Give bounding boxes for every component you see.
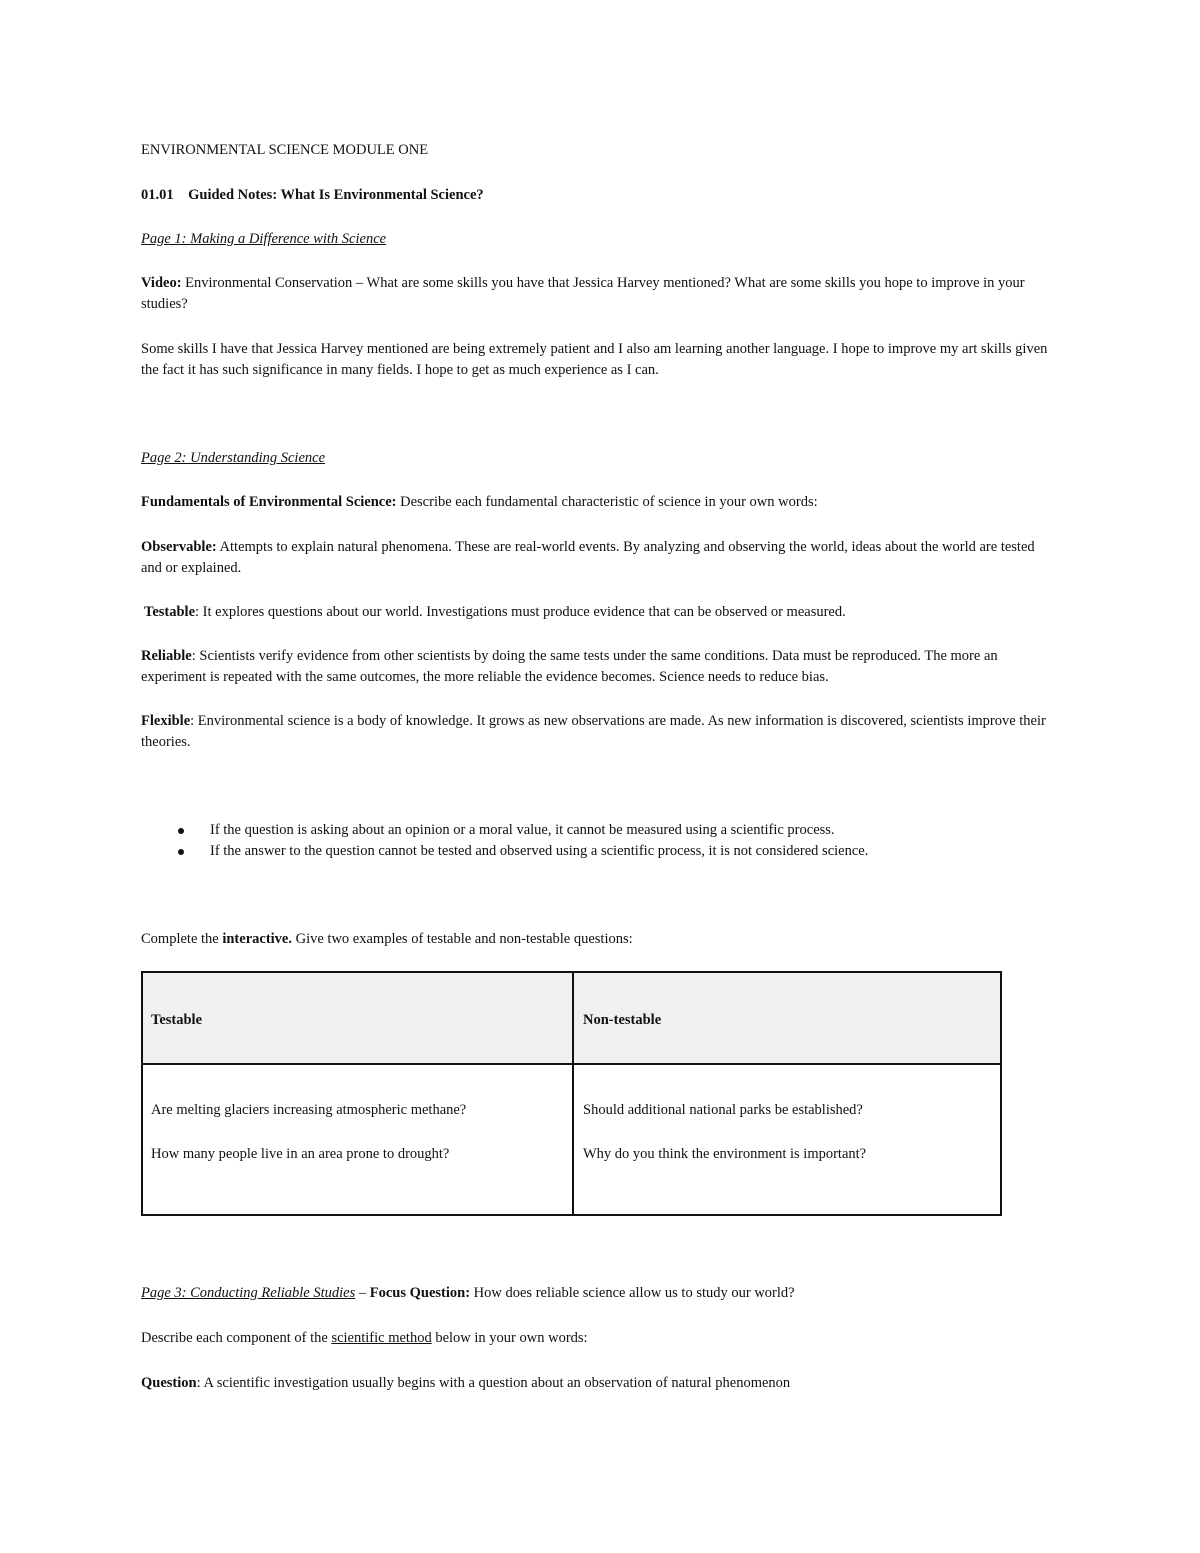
describe-pre: Describe each component of the: [141, 1330, 332, 1346]
page1-answer: Some skills I have that Jessica Harvey mentioned are being extremely patient and I also am learning another language. I hope to improve my art skills given the fact it has such significance in many fields. I hope to get as much experience as I can.: [141, 341, 1048, 378]
list-item: [175, 820, 1045, 841]
flexible-text: : Environmental science is a body of knowledge. It grows as new observations are made. As new information is discovered, scientists improve their theories.: [141, 713, 1046, 750]
interactive-link[interactable]: interactive.: [222, 931, 292, 947]
question-entry: [141, 1373, 1051, 1394]
fundamentals-prompt: [141, 492, 1051, 513]
bullet-icon: [178, 828, 184, 834]
testable-header-text: Testable: [151, 1012, 203, 1028]
table-cell: Are melting glaciers increasing atmospheric methane?: [151, 1102, 467, 1118]
bullet-icon: [178, 849, 184, 855]
fundamentals-label: Fundamentals of Environmental Science:: [141, 494, 397, 510]
focus-label: Focus Question:: [369, 1285, 471, 1301]
focus-text: How does reliable science allow us to study our world?: [470, 1285, 795, 1301]
list-item-text: If the question is asking about an opinion or a moral value, it cannot be measured using a scientific process.: [210, 822, 835, 838]
lesson-title: [141, 185, 1051, 206]
fundamentals-text: Describe each fundamental characteristic of science in your own words:: [396, 494, 818, 510]
observable-text: Attempts to explain natural phenomena. These are real-world events. By analyzing and observing the world, ideas about the world are tested and or explained.: [141, 539, 1035, 576]
non-testable-header-text: Non-testable: [583, 1012, 662, 1028]
reliable-entry: [141, 646, 1051, 688]
interactive-pre: Complete the: [141, 931, 223, 947]
flexible-label: Flexible: [141, 713, 191, 729]
module-heading: ENVIRONMENTAL SCIENCE MODULE ONE: [141, 142, 429, 158]
observable-label: Observable:: [141, 539, 217, 555]
page3-heading: [141, 1283, 1051, 1304]
page2-title: [141, 448, 1051, 469]
page3-dash: –: [355, 1285, 370, 1301]
page3-title-link[interactable]: Page 3: Conducting Reliable Studies: [141, 1285, 356, 1301]
video-prompt: [141, 273, 1051, 315]
describe-prompt: [141, 1328, 1051, 1349]
reliable-text: : Scientists verify evidence from other scientists by doing the same tests under the same conditions. Data must be reproduced. The more an experiment is repeated with the same outcomes, the more reliable the evidence becomes. Science needs to reduce bias.: [141, 648, 998, 685]
list-item-text: If the answer to the question cannot be tested and observed using a scientific process, it is not considered science.: [210, 843, 869, 859]
page2-title-link[interactable]: Page 2: Understanding Science: [141, 450, 326, 466]
question-label: Question: [141, 1375, 197, 1391]
list-item: [175, 841, 1045, 862]
science-criteria-list: [175, 820, 1045, 862]
page1-title-link[interactable]: Page 1: Making a Difference with Science: [141, 231, 387, 247]
video-text: Environmental Conservation – What are some skills you have that Jessica Harvey mentioned? What are some skills you hope to improve in your studies?: [141, 275, 1025, 312]
testable-text: : It explores questions about our world. Investigations must produce evidence that can be observed or measured.: [195, 604, 846, 620]
video-label: Video:: [141, 275, 182, 291]
interactive-prompt: [141, 929, 1051, 950]
reliable-label: Reliable: [141, 648, 192, 664]
scientific-method-link[interactable]: scientific method: [331, 1330, 432, 1346]
question-text: : A scientific investigation usually begins with a question about an observation of natural phenomenon: [196, 1375, 791, 1391]
observable-entry: [141, 537, 1051, 579]
interactive-post: Give two examples of testable and non-testable questions:: [292, 931, 633, 947]
table-cell: Should additional national parks be established?: [583, 1102, 863, 1118]
page1-title: [141, 229, 1051, 250]
testable-label: Testable: [144, 604, 196, 620]
describe-post: below in your own words:: [431, 1330, 588, 1346]
table-cell: How many people live in an area prone to drought?: [151, 1146, 450, 1162]
flexible-entry: [141, 711, 1051, 753]
table-header-testable: [151, 1010, 202, 1031]
testable-questions-table: [141, 971, 1002, 1216]
table-column-divider: [572, 973, 574, 1214]
lesson-title-text: 01.01 Guided Notes: What Is Environmental Science?: [141, 187, 484, 203]
table-header-non-testable: [583, 1010, 661, 1031]
table-cell: Why do you think the environment is important?: [583, 1146, 867, 1162]
testable-entry: [144, 602, 1054, 623]
